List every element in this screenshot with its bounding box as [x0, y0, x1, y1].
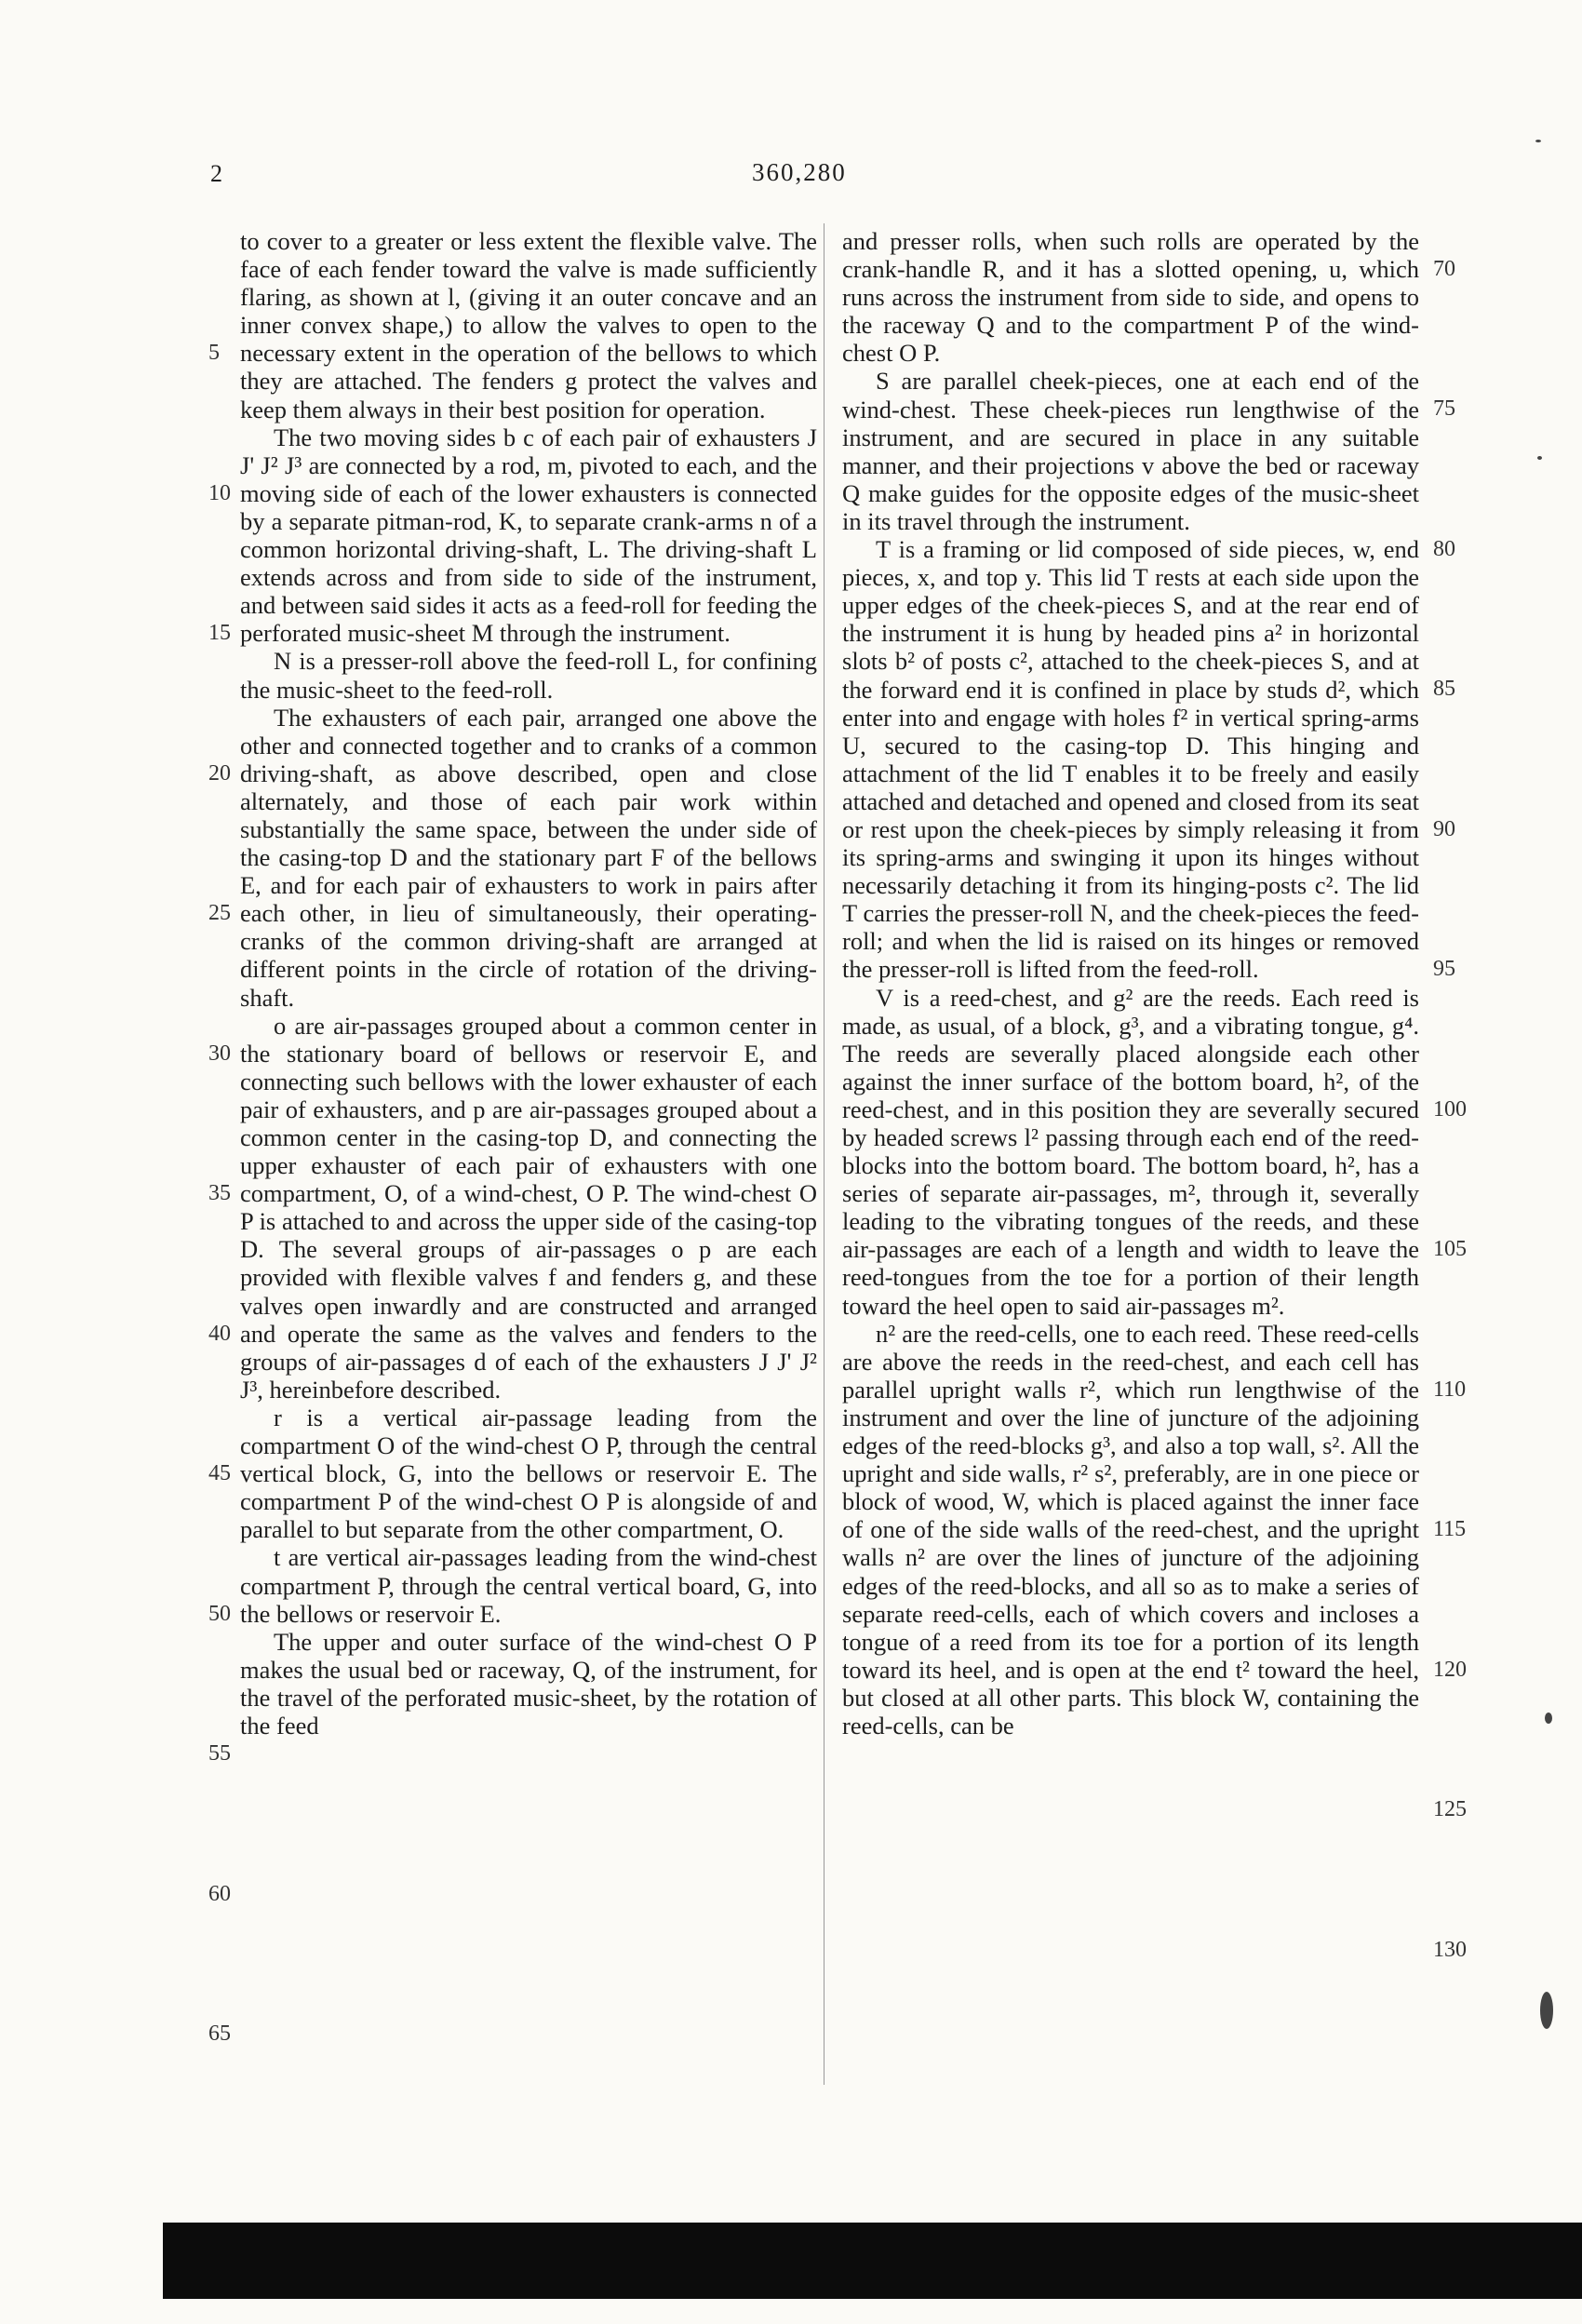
- line-number: 125: [1433, 1797, 1467, 1821]
- page-number: 2: [210, 160, 222, 187]
- paragraph: r is a vertical air-passage leading from the compartment O of the wind-chest O P, through the central vertical block, G, into the bellows or reservoir E. The compartment P of the wind-chest O P is alongside of and parallel to but separate from the other compartment, O.: [240, 1403, 817, 1544]
- scan-speck: [1535, 140, 1541, 142]
- paragraph: t are vertical air-passages leading from the wind-chest compartment P, through the central vertical board, G, into the bellows or reservoir E.: [240, 1543, 817, 1628]
- line-number: 95: [1433, 957, 1455, 981]
- line-number: 30: [208, 1041, 231, 1066]
- scan-speck: [1540, 1992, 1553, 2029]
- right-text-column: [842, 227, 1419, 1740]
- paragraph: T is a framing or lid composed of side pieces, w, end pieces, x, and top y. This lid T rests at each side upon the upper edges of the cheek-pieces S, and at the rear end of the instrument it is hung by headed pins a² in horizontal slots b² of posts c², attached to the cheek-pieces S, and at the forward end it is confined in place by studs d², which enter into and engage with holes f² in vertical spring-arms U, secured to the casing-top D. This hinging and attachment of the lid T enables it to be freely and easily attached and detached and opened and closed from its seat or rest upon the cheek-pieces by simply releasing it from its spring-arms and swinging it upon its hinges without necessarily detaching it from its hinging-posts c². The lid T carries the presser-roll N, and the cheek-pieces the feed-roll; and when the lid is raised on its hinges or removed the presser-roll is lifted from the feed-roll.: [842, 535, 1419, 984]
- line-number: 45: [208, 1461, 231, 1485]
- line-number: 15: [208, 621, 231, 645]
- left-text-column: [240, 227, 817, 1740]
- line-number: 120: [1433, 1658, 1467, 1682]
- paragraph: V is a reed-chest, and g² are the reeds. Each reed is made, as usual, of a block, g³, and a vibrating tongue, g⁴. The reeds are severally placed alongside each other against the inner surface of the bottom board, h², of the reed-chest, and in this position they are severally secured by headed screws l² passing through each end of the reed-blocks into the bottom board. The bottom board, h², has a series of separate air-passages, m², through it, severally leading to the vibrating tongues of the reeds, and these air-passages are each of a length and width to leave the reed-tongues from the toe for a portion of their length toward the heel open to said air-passages m².: [842, 983, 1419, 1320]
- paragraph: The upper and outer surface of the wind-chest O P makes the usual bed or raceway, Q, of the instrument, for the travel of the perforated music-sheet, by the rotation of the feed: [240, 1627, 817, 1740]
- line-number: 55: [208, 1741, 231, 1766]
- line-number: 105: [1433, 1237, 1467, 1261]
- scan-edge-bar: [163, 2223, 1582, 2299]
- line-number: 5: [208, 341, 220, 365]
- paragraph: o are air-passages grouped about a common center in the stationary board of bellows or reservoir E, and connecting such bellows with the lower exhauster of each pair of exhausters, and p are air-passages grouped about a common center in the casing-top D, and connecting the upper exhauster of each pair of exhausters with one compartment, O, of a wind-chest, O P. The wind-chest O P is attached to and across the upper side of the casing-top D. The several groups of air-passages o p are each provided with flexible valves f and fenders g, and these valves open inwardly and are constructed and arranged and operate the same as the valves and fenders to the groups of air-passages d of each of the exhausters J J' J² J³, hereinbefore described.: [240, 1011, 817, 1404]
- line-number: 80: [1433, 537, 1455, 561]
- line-number: 50: [208, 1602, 231, 1626]
- line-number: 115: [1433, 1517, 1467, 1541]
- line-number: 100: [1433, 1097, 1467, 1122]
- line-number: 20: [208, 761, 231, 786]
- line-number: 90: [1433, 817, 1455, 841]
- line-number: 35: [208, 1181, 231, 1205]
- paragraph: The exhausters of each pair, arranged one above the other and connected together and to cranks of a common driving-shaft, as above described, open and close alternately, and those of each pair work within substantially the same space, between the under side of the casing-top D and the stationary part F of the bellows E, and for each pair of exhausters to work in pairs after each other, in lieu of simultaneously, their operating-cranks of the common driving-shaft are arranged at different points in the circle of rotation of the driving-shaft.: [240, 703, 817, 1012]
- paragraph: and presser rolls, when such rolls are operated by the crank-handle R, and it has a slotted opening, u, which runs across the instrument from side to side, and opens to the raceway Q and to the compartment P of the wind-chest O P.: [842, 227, 1419, 368]
- line-number: 85: [1433, 677, 1455, 701]
- column-divider: [824, 223, 825, 2085]
- paragraph: to cover to a greater or less extent the flexible valve. The face of each fender toward the valve is made sufficiently flaring, as shown at l, (giving it an outer concave and an inner convex shape,) to allow the valves to open to the necessary extent in the operation of the bellows to which they are attached. The fenders g protect the valves and keep them always in their best position for operation.: [240, 227, 817, 423]
- line-number: 70: [1433, 257, 1455, 281]
- paragraph: N is a presser-roll above the feed-roll L, for confining the music-sheet to the feed-roll.: [240, 647, 817, 704]
- line-number: 25: [208, 901, 231, 925]
- line-number: 60: [208, 1882, 231, 1906]
- line-number: 130: [1433, 1938, 1467, 1962]
- paragraph: S are parallel cheek-pieces, one at each end of the wind-chest. These cheek-pieces run lengthwise of the instrument, and are secured in place in any suitable manner, and their projections v above the bed or raceway Q make guides for the opposite edges of the music-sheet in its travel through the instrument.: [842, 367, 1419, 535]
- line-number: 65: [208, 2022, 231, 2046]
- line-number: 40: [208, 1322, 231, 1346]
- scan-speck: [1545, 1713, 1552, 1724]
- line-number: 75: [1433, 396, 1455, 421]
- line-number: 10: [208, 481, 231, 505]
- line-number: 110: [1433, 1377, 1467, 1402]
- scan-speck: [1537, 456, 1542, 460]
- patent-number: 360,280: [752, 158, 847, 186]
- paragraph: The two moving sides b c of each pair of exhausters J J' J² J³ are connected by a rod, m, pivoted to each, and the moving side of each of the lower exhausters is connected by a separate pitman-rod, K, to separate crank-arms n of a common horizontal driving-shaft, L. The driving-shaft L extends across and from side to side of the instrument, and between said sides it acts as a feed-roll for feeding the perforated music-sheet M through the instrument.: [240, 423, 817, 648]
- paragraph: n² are the reed-cells, one to each reed. These reed-cells are above the reeds in the reed-chest, and each cell has parallel upright walls r², which run lengthwise of the instrument and over the line of juncture of the adjoining edges of the reed-blocks g³, and also a top wall, s². All the upright and side walls, r² s², preferably, are in one piece or block of wood, W, which is placed against the inner face of one of the side walls of the reed-chest, and the upright walls n² are over the lines of juncture of the adjoining edges of the reed-blocks, and all so as to make a series of separate reed-cells, each of which covers and incloses a tongue of a reed from its toe for a portion of its length toward its heel, and is open at the end t² toward the heel, but closed at all other parts. This block W, containing the reed-cells, can be: [842, 1319, 1419, 1740]
